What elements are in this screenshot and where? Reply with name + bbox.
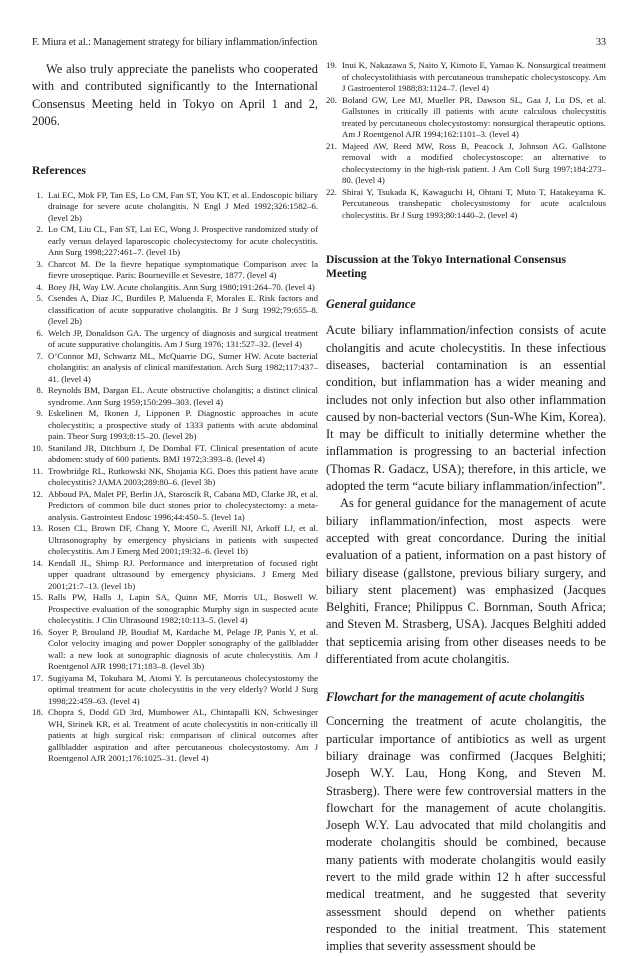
general-guidance-subheading: General guidance (326, 297, 416, 312)
right-column (326, 60, 606, 956)
reference-text: Lo CM, Liu CL, Fan ST, Lai EC, Wong J. Prospective randomized study of early versus delayed laparoscopic cholecystectomy for acute cholecystitis. Ann Surg 1998;227:461–7. (level 1b) (48, 224, 318, 258)
reference-item (32, 190, 318, 225)
reference-item (32, 385, 318, 408)
reference-number: 7. (36, 350, 43, 361)
reference-number: 2. (36, 224, 43, 235)
reference-number: 15. (32, 592, 43, 603)
reference-item (32, 558, 318, 593)
reference-item (32, 466, 318, 489)
reference-number: 13. (32, 523, 43, 534)
reference-text: Inui K, Nakazawa S, Naito Y, Kimoto E, Yamao K. Nonsurgical treatment of cholecystolithiasis with percutaneous transhepatic cholecystoscopy. Am J Gastroenterol 1988;83:1124–7. (level 4) (342, 60, 606, 93)
reference-item (326, 141, 606, 187)
reference-text: Chopra S, Dodd GD 3rd, Mumbower AL, Chintapalli KN, Schwesinger WH, Sirinek KR, et al. Treatment of acute cholecystitis in non-critically ill patients at high surgical risk: comparison of clinical outcomes after gallbladder aspiration and after percutaneous cholecystostomy. Am J Roentgenol AJR 2001;176:1025–31. (level 4) (48, 707, 318, 764)
reference-text: Boland GW, Lee MJ, Mueller PR, Dawson SL, Gaa J, Lu DS, et al. Gallstones in critically ill patients with acute calculous cholecystitis treated by percutaneous cholecystostomy: nonsurgical therapeutic options. Am J Roentgenol AJR 1994;162:1101–3. (level 4) (342, 94, 606, 139)
running-header (32, 37, 606, 51)
reference-text: Majeed AW, Reed MW, Ross B, Peacock J, Johnson AG. Gallstone removal with a modified cholecystoscope: an alternative to cholecystectomy in the high-risk patient. J Am Coll Surg 1997;184:273–80. (level 4) (342, 140, 606, 185)
reference-text: Shirai Y, Tsukada K, Kawaguchi H, Ohtani T, Muto T, Hatakeyama K. Percutaneous transhepatic cholecystostomy for acute acalculous cholecystitis. Br J Surg 1993;80:1440–2. (level 4) (342, 186, 606, 220)
reference-item (32, 328, 318, 351)
reference-item (32, 443, 318, 466)
reference-item (32, 259, 318, 282)
reference-list-left (32, 190, 318, 765)
reference-number: 22. (326, 186, 337, 197)
reference-text: Reynolds BM, Dargan EL. Acute obstructive cholangitis; a distinct clinical syndrome. Ann Surg 1959;150:299–303. (level 4) (48, 385, 318, 407)
reference-number: 17. (32, 672, 43, 683)
reference-text: Staniland JR, Ditchburn J, De Dombal FT. Clinical presentation of acute abdomen: study of 600 patients. BMJ 1972;3:393–8. (level 4) (48, 442, 318, 465)
reference-item (326, 95, 606, 141)
reference-number: 9. (36, 408, 43, 419)
flowchart-subheading: Flowchart for the management of acute cholangitis (326, 690, 585, 705)
reference-number: 5. (36, 293, 43, 304)
reference-text: Sugiyama M, Tokuhara M, Atomi Y. Is percutaneous cholecystostomy the optimal treatment for acute cholecystitis in the very elderly? World J Surg 1998;22:459–63. (level 4) (48, 672, 318, 706)
discussion-heading: Discussion at the Tokyo International Consensus Meeting (326, 253, 566, 281)
reference-number: 20. (326, 94, 337, 105)
reference-text: Eskelinen M, Ikonen J, Lipponen P. Diagnostic approaches in acute cholecystitis; a prospective study of 1333 patients with acute abdominal pain. Theor Surg 1993;8:15–20. (level 2b) (48, 408, 318, 442)
reference-item (32, 627, 318, 673)
reference-text: Lai EC, Mok FP, Tan ES, Lo CM, Fan ST, You KT, et al. Endoscopic biliary drainage for severe acute cholangitis. N Engl J Med 1992;326:1582–6. (level 2b) (48, 189, 318, 223)
reference-text: Abboud PA, Malet PF, Berlin JA, Staroscik R, Cabana MD, Clarke JR, et al. Predictors of common bile duct stones prior to cholecystectomy: a meta-analysis. Gastrointest Endosc 1996;44:450–5. (level 1a) (48, 488, 318, 522)
body-paragraph: Concerning the treatment of acute cholangitis, the particular importance of antibiotics as well as urgent biliary drainage was confirmed (Jacques Belghiti; Joseph W.Y. Lau, Hong Kong, and Steven M. Strasberg). There were few controversial matters in the flowchart for the management of acute cholangitis. Joseph W.Y. Lau advocated that mild cholangitis and moderate cholangitis should be combined, because many patients with moderate cholangitis would easily revert to the mild grade within 12 h after successful medical treatment, and he suggested that severity assessment should depend on whether patients responded to the initial treatment. This statement implies that severity assessment should be (326, 714, 606, 954)
reference-text: O’Connor MJ, Schwartz ML, McQuarrie DG, Sumer HW. Acute bacterial cholangitis: an analysis of clinical manifestation. Arch Surg 1982;117:437–41. (level 4) (48, 350, 318, 384)
reference-item (32, 224, 318, 259)
reference-item (32, 293, 318, 328)
reference-text: Trowbridge RL, Rutkowski NK, Shojania KG. Does this patient have acute cholecystitis? JAMA 2003;289:80–6. (level 3b) (48, 465, 318, 488)
reference-text: Charcot M. De la fievre hepatique symptomatique Comparison avec la fievre uroseptique. Paris: Bourneville et Sevestre, 1877. (level 4) (48, 258, 318, 281)
reference-text: Csendes A, Diaz JC, Burdiles P, Maluenda F, Morales E. Risk factors and classification of acute suppurative cholangitis. Br J Surg 1992;79:655–8. (level 2b) (48, 293, 318, 327)
reference-number: 14. (32, 557, 43, 568)
reference-text: Ralls PW, Halls J, Lapin SA, Quinn MF, Morris UL, Boswell W. Prospective evaluation of the sonographic Murphy sign in suspected acute cholecystitis. J Clin Ultrasound 1982;10:113–5. (level 4) (48, 592, 318, 626)
body-paragraph: Acute biliary inflammation/infection consists of acute cholangitis and acute cholecystitis. In these infectious diseases, bacterial contamination is an essential condition, but inflammation has a wider meaning and includes not only infection but also other inflammation caused by non-bacterial vectors (Sun-Whe Kim, Korea). It may be difficult to initially determine whether the inflammation is progressing to an bacterial infection (Thomas R. Gadacz, USA); therefore, in this article, we adopted the term “acute biliary inflammation/infection”. (326, 323, 606, 494)
reference-number: 12. (32, 488, 43, 499)
body-paragraph: As for general guidance for the management of acute biliary inflammation/infection, most aspects were accepted with great concordance. During the initial evaluation of a patient, information on a past history of biliary disease (gallstone, previous biliary surgery, and biliary stent placement) was emphasized (Jacques Belghiti, France; Philippus C. Bornman, South Africa; and Steven M. Strasberg, USA). Jacques Belghiti added that septicemia arising from other diseases needs to be differentiated from acute cholangitis. (326, 496, 606, 667)
reference-item (32, 408, 318, 443)
running-title: F. Miura et al.: Management strategy for biliary inflammation/infection (32, 37, 318, 48)
reference-item (32, 523, 318, 558)
reference-number: 11. (32, 465, 43, 476)
reference-item (326, 187, 606, 222)
reference-number: 16. (32, 626, 43, 637)
reference-number: 4. (36, 281, 43, 292)
reference-item (326, 60, 606, 95)
reference-item (32, 707, 318, 765)
reference-text: Kendall JL, Shimp RJ. Performance and interpretation of focused right upper quadrant ultrasound by emergency physicians. J Emerg Med 2001;21:7–13. (level 1b) (48, 557, 318, 591)
references-heading: References (32, 163, 86, 177)
reference-number: 1. (36, 189, 43, 200)
reference-text: Boey JH, Way LW. Acute cholangitis. Ann Surg 1980;191:264–70. (level 4) (48, 281, 315, 292)
reference-number: 19. (326, 60, 337, 70)
reference-number: 8. (36, 385, 43, 396)
reference-text: Rosen CL, Brown DF, Chang Y, Moore C, Averill NJ, Arkoff LJ, et al. Ultrasonography by emergency physicians in patients with suspected cholecystitis. Am J Emerg Med 2001;19:32–6. (level 1b) (48, 523, 318, 557)
reference-text: Soyer P, Brouland JP, Boudiaf M, Kardache M, Pelage JP, Panis Y, et al. Color velocity imaging and power Doppler sonography of the gallbladder wall: a new look at sonographic diagnosis of acute cholecystitis. Am J Roentgenol AJR 1998;171:183–8. (level 3b) (48, 626, 318, 672)
left-column (32, 60, 318, 765)
reference-item (32, 592, 318, 627)
reference-number: 21. (326, 140, 337, 151)
page-number: 33 (596, 37, 606, 48)
reference-list-right (326, 60, 606, 221)
reference-text: Welch JP, Donaldson GA. The urgency of diagnosis and surgical treatment of acute suppurative cholangitis. Am J Surg 1976; 131:527–32. (level 4) (48, 327, 318, 350)
reference-number: 3. (36, 258, 43, 269)
reference-item (32, 282, 318, 294)
acknowledgment-paragraph: We also truly appreciate the panelists who cooperated with and contributed significantly to the International Consensus Meeting held in Tokyo on April 1 and 2, 2006. (32, 62, 318, 129)
reference-number: 6. (36, 327, 43, 338)
reference-number: 18. (32, 707, 43, 718)
reference-item (32, 489, 318, 524)
reference-item (32, 673, 318, 708)
reference-number: 10. (32, 442, 43, 453)
reference-item (32, 351, 318, 386)
